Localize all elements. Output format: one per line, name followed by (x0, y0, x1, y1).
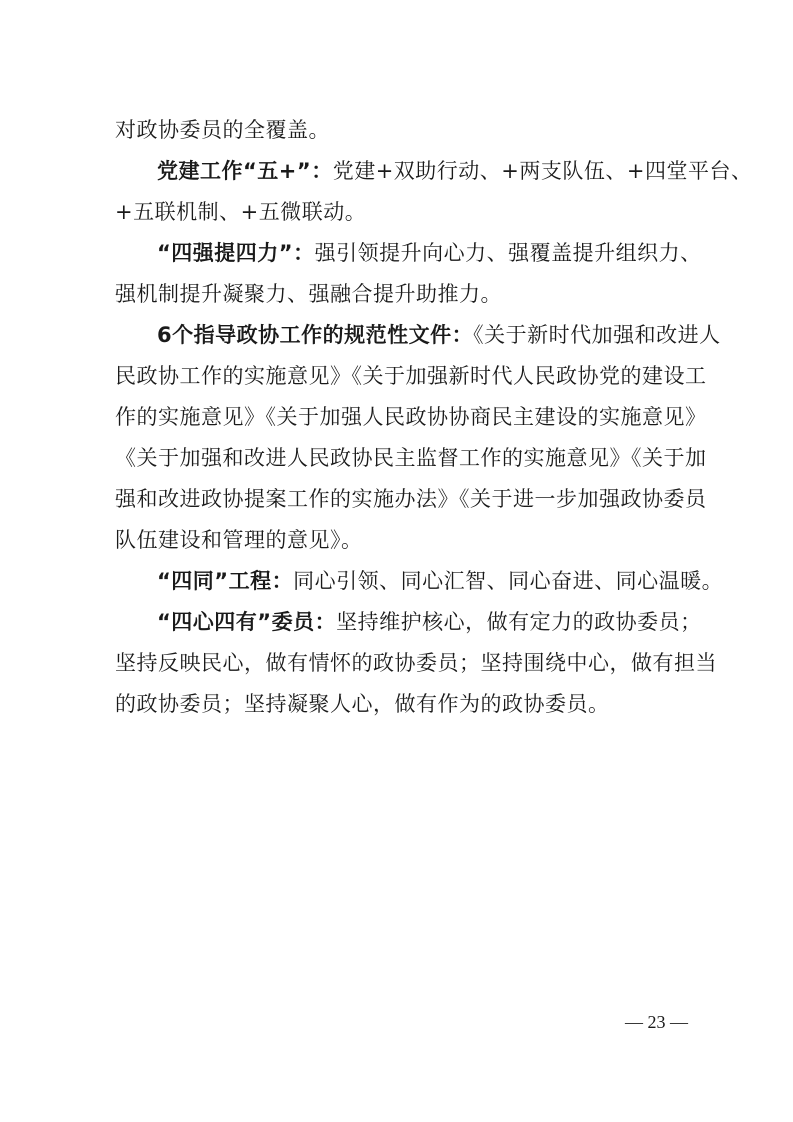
text-line: 的政协委员；坚持凝聚人心，做有作为的政协委员。 (115, 692, 610, 716)
page-number: — 23 — (625, 1012, 688, 1032)
text-line: 对政协委员的全覆盖。 (115, 118, 330, 142)
document-body (115, 110, 753, 725)
paragraph-heading: 党建工作“五+”： (157, 159, 333, 183)
text-line: 6个指导政协工作的规范性文件：《关于新时代加强和改进人 (157, 323, 721, 347)
text-line: 强和改进政协提案工作的实施办法》《关于进一步加强政协委员 (115, 487, 707, 511)
text-line: “四心四有”委员：坚持维护核心，做有定力的政协委员； (157, 610, 702, 634)
paragraph-heading: “四强提四力”： (157, 241, 315, 265)
text-line: 作的实施意见》《关于加强人民政协协商民主建设的实施意见》 (115, 405, 707, 429)
text-line: 民政协工作的实施意见》《关于加强新时代人民政协党的建设工 (115, 364, 707, 388)
text-line: 党建工作“五+”：党建+双助行动、+两支队伍、+四堂平台、 (157, 159, 753, 183)
paragraph-heading: “四同”工程： (157, 569, 294, 593)
text-line: “四强提四力”：强引领提升向心力、强覆盖提升组织力、 (157, 241, 702, 265)
text-line: 强机制提升凝聚力、强融合提升助推力。 (115, 282, 502, 306)
paragraph-continuation (115, 110, 680, 151)
text-line: “四同”工程：同心引领、同心汇智、同心奋进、同心温暖。 (157, 569, 724, 593)
text-line: +五联机制、+五微联动。 (115, 200, 367, 224)
paragraph-four-same-project (115, 561, 724, 602)
text-line: 《关于加强和改进人民政协民主监督工作的实施意见》《关于加 (115, 446, 707, 470)
paragraph-party-building (115, 151, 753, 233)
paragraph-four-hearts-members (115, 602, 717, 725)
paragraph-heading: 6个指导政协工作的规范性文件： (157, 323, 474, 347)
paragraph-four-strengthen (115, 233, 702, 315)
paragraph-normative-documents (115, 315, 721, 561)
paragraph-heading: “四心四有”委员： (157, 610, 337, 634)
text-line: 队伍建设和管理的意见》。 (115, 528, 363, 552)
text-line: 坚持反映民心，做有情怀的政协委员；坚持围绕中心，做有担当 (115, 651, 717, 675)
